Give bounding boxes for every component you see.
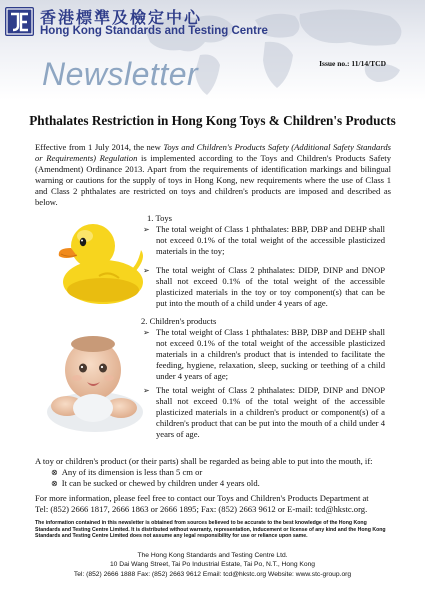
arrow-bullet-icon: ➢ [143,386,150,395]
intro-text-start: Effective from 1 July 2014, the new [35,142,164,152]
org-name-chinese: 香港標準及檢定中心 [40,8,203,27]
footer-contacts: Tel: (852) 2666 1888 Fax: (852) 2663 9612 Email: tcd@hkstc.org Website: www.stc-group.org [73,571,352,578]
circled-x-icon: ⊗ [51,468,58,477]
intro-paragraph [35,142,391,208]
rubber-duck-image [55,210,145,310]
bullet-products-class2: ➢ The total weight of Class 2 phthalates: DIDP, DINP and DNOP shall not exceed 0.1% of the total weight of the accessible plasticized materials in a children's product or component(s) of a children's product that can be put into the mouth of a child under 4 years of age. [143,385,385,439]
mouth-condition-1: ⊗ Any of its dimension is less than 5 cm or [51,467,203,477]
section-heading-toys: 1. Toys [147,213,173,223]
intro-text-rest: is implemented according to the Toys and Children's Products Safety (Amendment) Ordinance 2013. Apart from the requirements of identification markings and bilingual warning or cautions for the supply of toys in Hong Kong, new requirements where the use of Class 1 and Class 2 phthalates are restricted on toys and children's products are imposed and described as below. [35,153,391,207]
arrow-bullet-icon: ➢ [143,225,150,234]
arrow-bullet-icon: ➢ [143,266,150,275]
logo-je-icon [5,7,34,36]
newsletter-title: Newsletter [42,56,199,92]
contact-line-2: Tel: (852) 2666 1817, 2666 1863 or 2666 1895; Fax: (852) 2663 9612 or E-mail: tcd@hkstc.org. [35,504,368,514]
contact-line-1: For more information, please feel free to contact our Toys and Children's Products Department at [35,493,369,503]
bullet-toys-class2: ➢ The total weight of Class 2 phthalates: DIDP, DINP and DNOP shall not exceed 0.1% of the total weight of the accessible plasticized materials in the toy or toy component(s) that can be put into the mouth of a child under 4 years of age. [143,265,385,308]
bullet-toys-class1: ➢ The total weight of Class 1 phthalates: BBP, DBP and DEHP shall not exceed 0.1% of the total weight of the accessible plasticized materials in the toy; [143,224,385,256]
arrow-bullet-icon: ➢ [143,328,150,337]
org-name-english: Hong Kong Standards and Testing Centre [40,25,268,37]
footer-company: The Hong Kong Standards and Testing Centre Ltd. [137,552,288,559]
disclaimer: The information contained in this newsletter is obtained from sources believed to be accurate to the best knowledge of the Hong Kong Standards and Testing Centre Limited. It is distributed without warranty, representation, inducement or license of any kind and the Hong Kong Standards and Testing Centre Limited does not assume any legal responsibility for use or reliance upon same. [35,520,386,540]
circled-x-icon: ⊗ [51,479,58,488]
baby-image [45,330,149,434]
section-heading-childrens-products: 2. Children's products [141,316,217,326]
article-title: Phthalates Restriction in Hong Kong Toys & Children's Products [29,113,396,128]
bullet-products-class1: ➢ The total weight of Class 1 phthalates: BBP, DBP and DEHP shall not exceed 0.1% of the total weight of the accessible plasticized materials in a children's product that is intended to facilitate the feeding, hygiene, relaxation, sleep, sucking or teething of a child under 4 years of age; [143,327,385,381]
mouth-rule-text: A toy or children's product (or their parts) shall be regarded as being able to put into the mouth, if: [35,456,373,466]
contact-info [35,493,391,515]
issue-number: Issue no.: 11/14/TCD [319,59,386,68]
footer-address: 10 Dai Wang Street, Tai Po Industrial Estate, Tai Po, N.T., Hong Kong [109,561,316,568]
mouth-condition-2: ⊗ It can be sucked or chewed by children under 4 years old. [51,478,260,488]
regulation-name: Toys and Children's Products Safety (Additional Safety Standards or Requirements) Regulation [35,142,391,163]
